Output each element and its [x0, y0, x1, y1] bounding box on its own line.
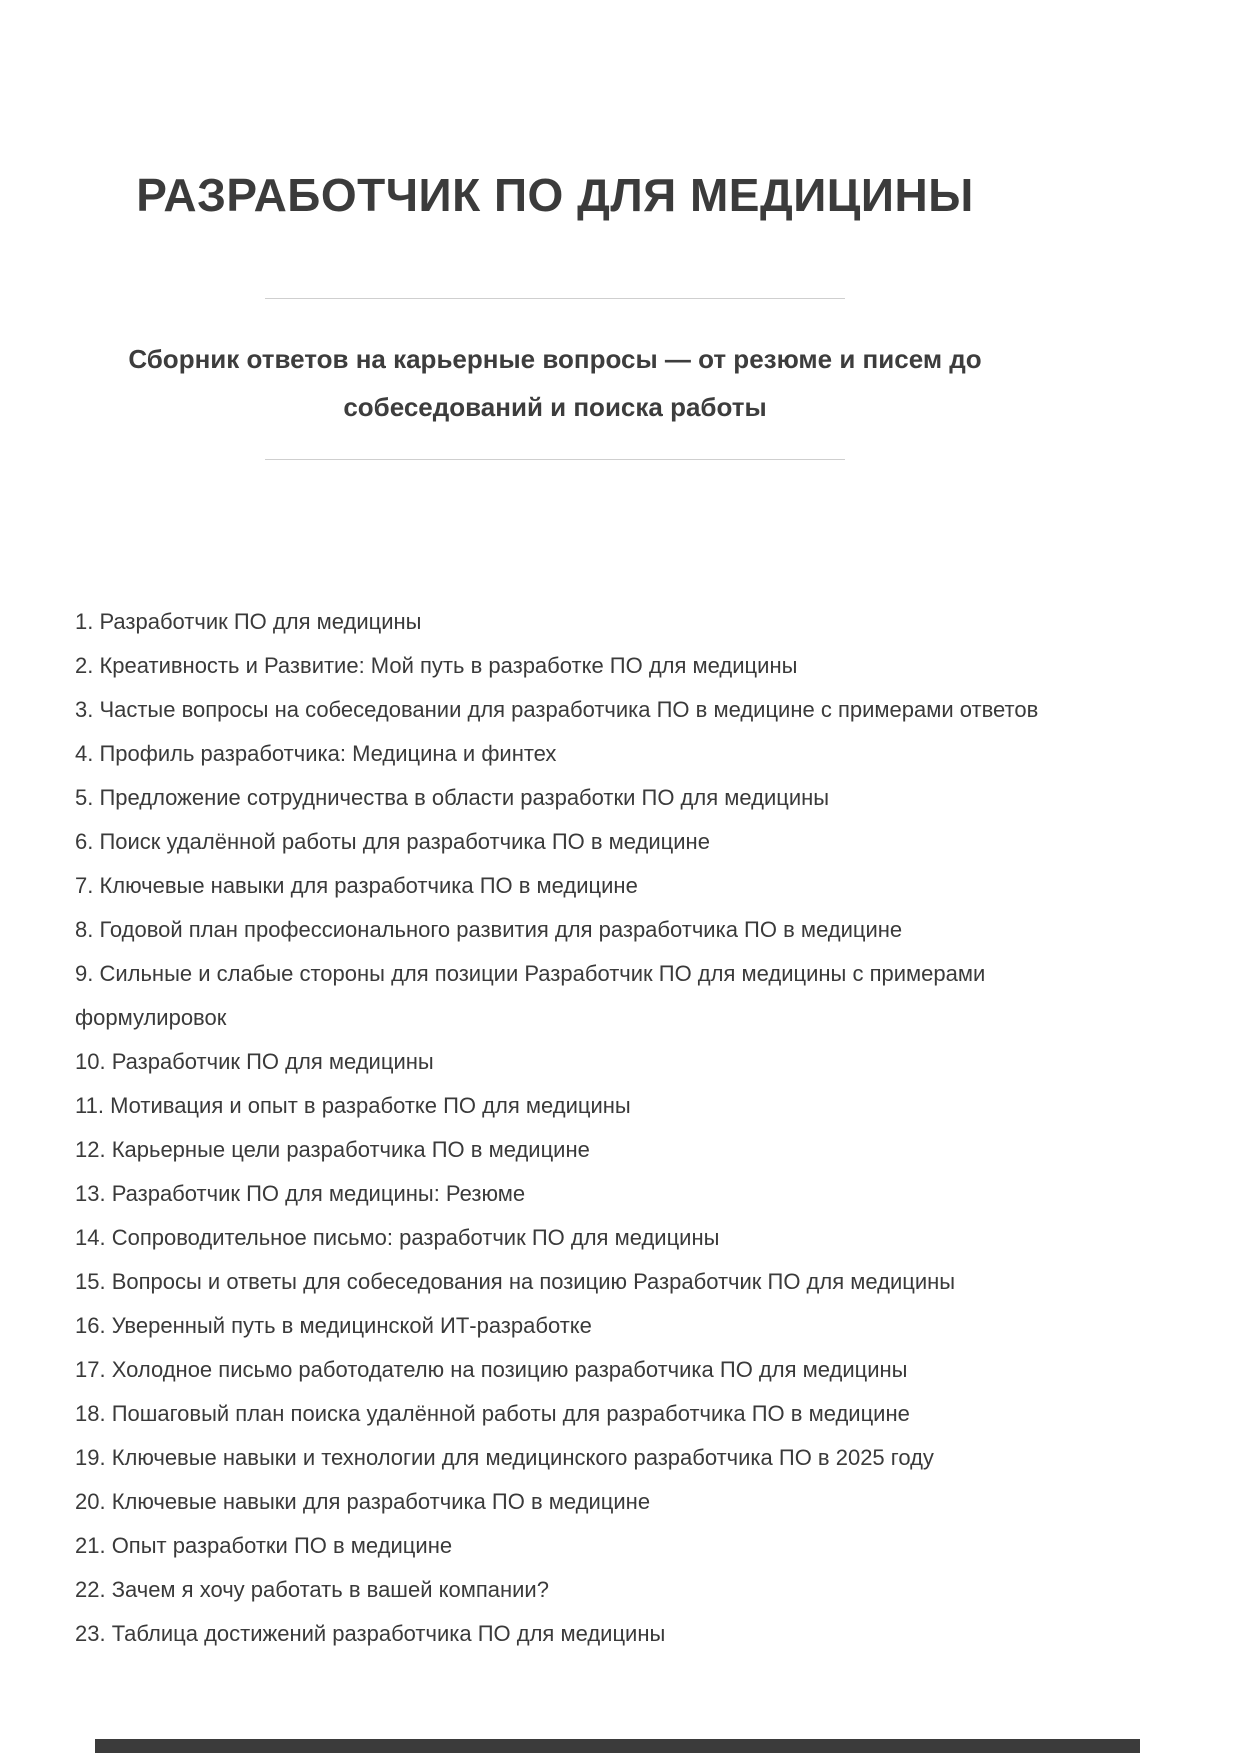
toc-item: 10. Разработчик ПО для медицины: [75, 1049, 434, 1075]
toc-item: 12. Карьерные цели разработчика ПО в медицине: [75, 1137, 590, 1163]
table-of-contents: [75, 600, 1080, 1656]
toc-item: 7. Ключевые навыки для разработчика ПО в медицине: [75, 873, 638, 899]
toc-item: 11. Мотивация и опыт в разработке ПО для медицины: [75, 1093, 631, 1119]
toc-item: 14. Сопроводительное письмо: разработчик ПО для медицины: [75, 1225, 720, 1251]
divider-top: [265, 298, 845, 299]
document-header: [0, 0, 1110, 460]
toc-item: 8. Годовой план профессионального развития для разработчика ПО в медицине: [75, 917, 903, 943]
toc-item: 19. Ключевые навыки и технологии для медицинского разработчика ПО в 2025 году: [75, 1445, 934, 1471]
toc-item: 6. Поиск удалённой работы для разработчика ПО в медицине: [75, 829, 710, 855]
toc-item: 20. Ключевые навыки для разработчика ПО в медицине: [75, 1489, 651, 1515]
next-page-edge-bar: [95, 1739, 1140, 1753]
toc-item: 3. Частые вопросы на собеседовании для разработчика ПО в медицине с примерами ответов: [75, 697, 1039, 723]
divider-bottom: [265, 459, 845, 460]
toc-item: 23. Таблица достижений разработчика ПО для медицины: [75, 1621, 666, 1647]
toc-item: 17. Холодное письмо работодателю на позицию разработчика ПО для медицины: [75, 1357, 908, 1383]
toc-item: 18. Пошаговый план поиска удалённой работы для разработчика ПО в медицине: [75, 1401, 910, 1427]
toc-item: 4. Профиль разработчика: Медицина и финтех: [75, 741, 557, 767]
page-title: РАЗРАБОТЧИК ПО ДЛЯ МЕДИЦИНЫ: [136, 169, 974, 221]
page-subtitle: Сборник ответов на карьерные вопросы — от резюме и писем до собеседований и поиска работы: [128, 344, 982, 423]
toc-item: 22. Зачем я хочу работать в вашей компании?: [75, 1577, 549, 1603]
toc-item: 9. Сильные и слабые стороны для позиции Разработчик ПО для медицины с примерами формулировок: [75, 961, 986, 1031]
toc-item: 1. Разработчик ПО для медицины: [75, 609, 422, 635]
toc-item: 16. Уверенный путь в медицинской ИТ-разработке: [75, 1313, 592, 1339]
toc-item: 15. Вопросы и ответы для собеседования на позицию Разработчик ПО для медицины: [75, 1269, 956, 1295]
toc-item: 21. Опыт разработки ПО в медицине: [75, 1533, 453, 1559]
toc-item: 2. Креативность и Развитие: Мой путь в разработке ПО для медицины: [75, 653, 798, 679]
toc-item: 5. Предложение сотрудничества в области разработки ПО для медицины: [75, 785, 830, 811]
toc-item: 13. Разработчик ПО для медицины: Резюме: [75, 1181, 526, 1207]
